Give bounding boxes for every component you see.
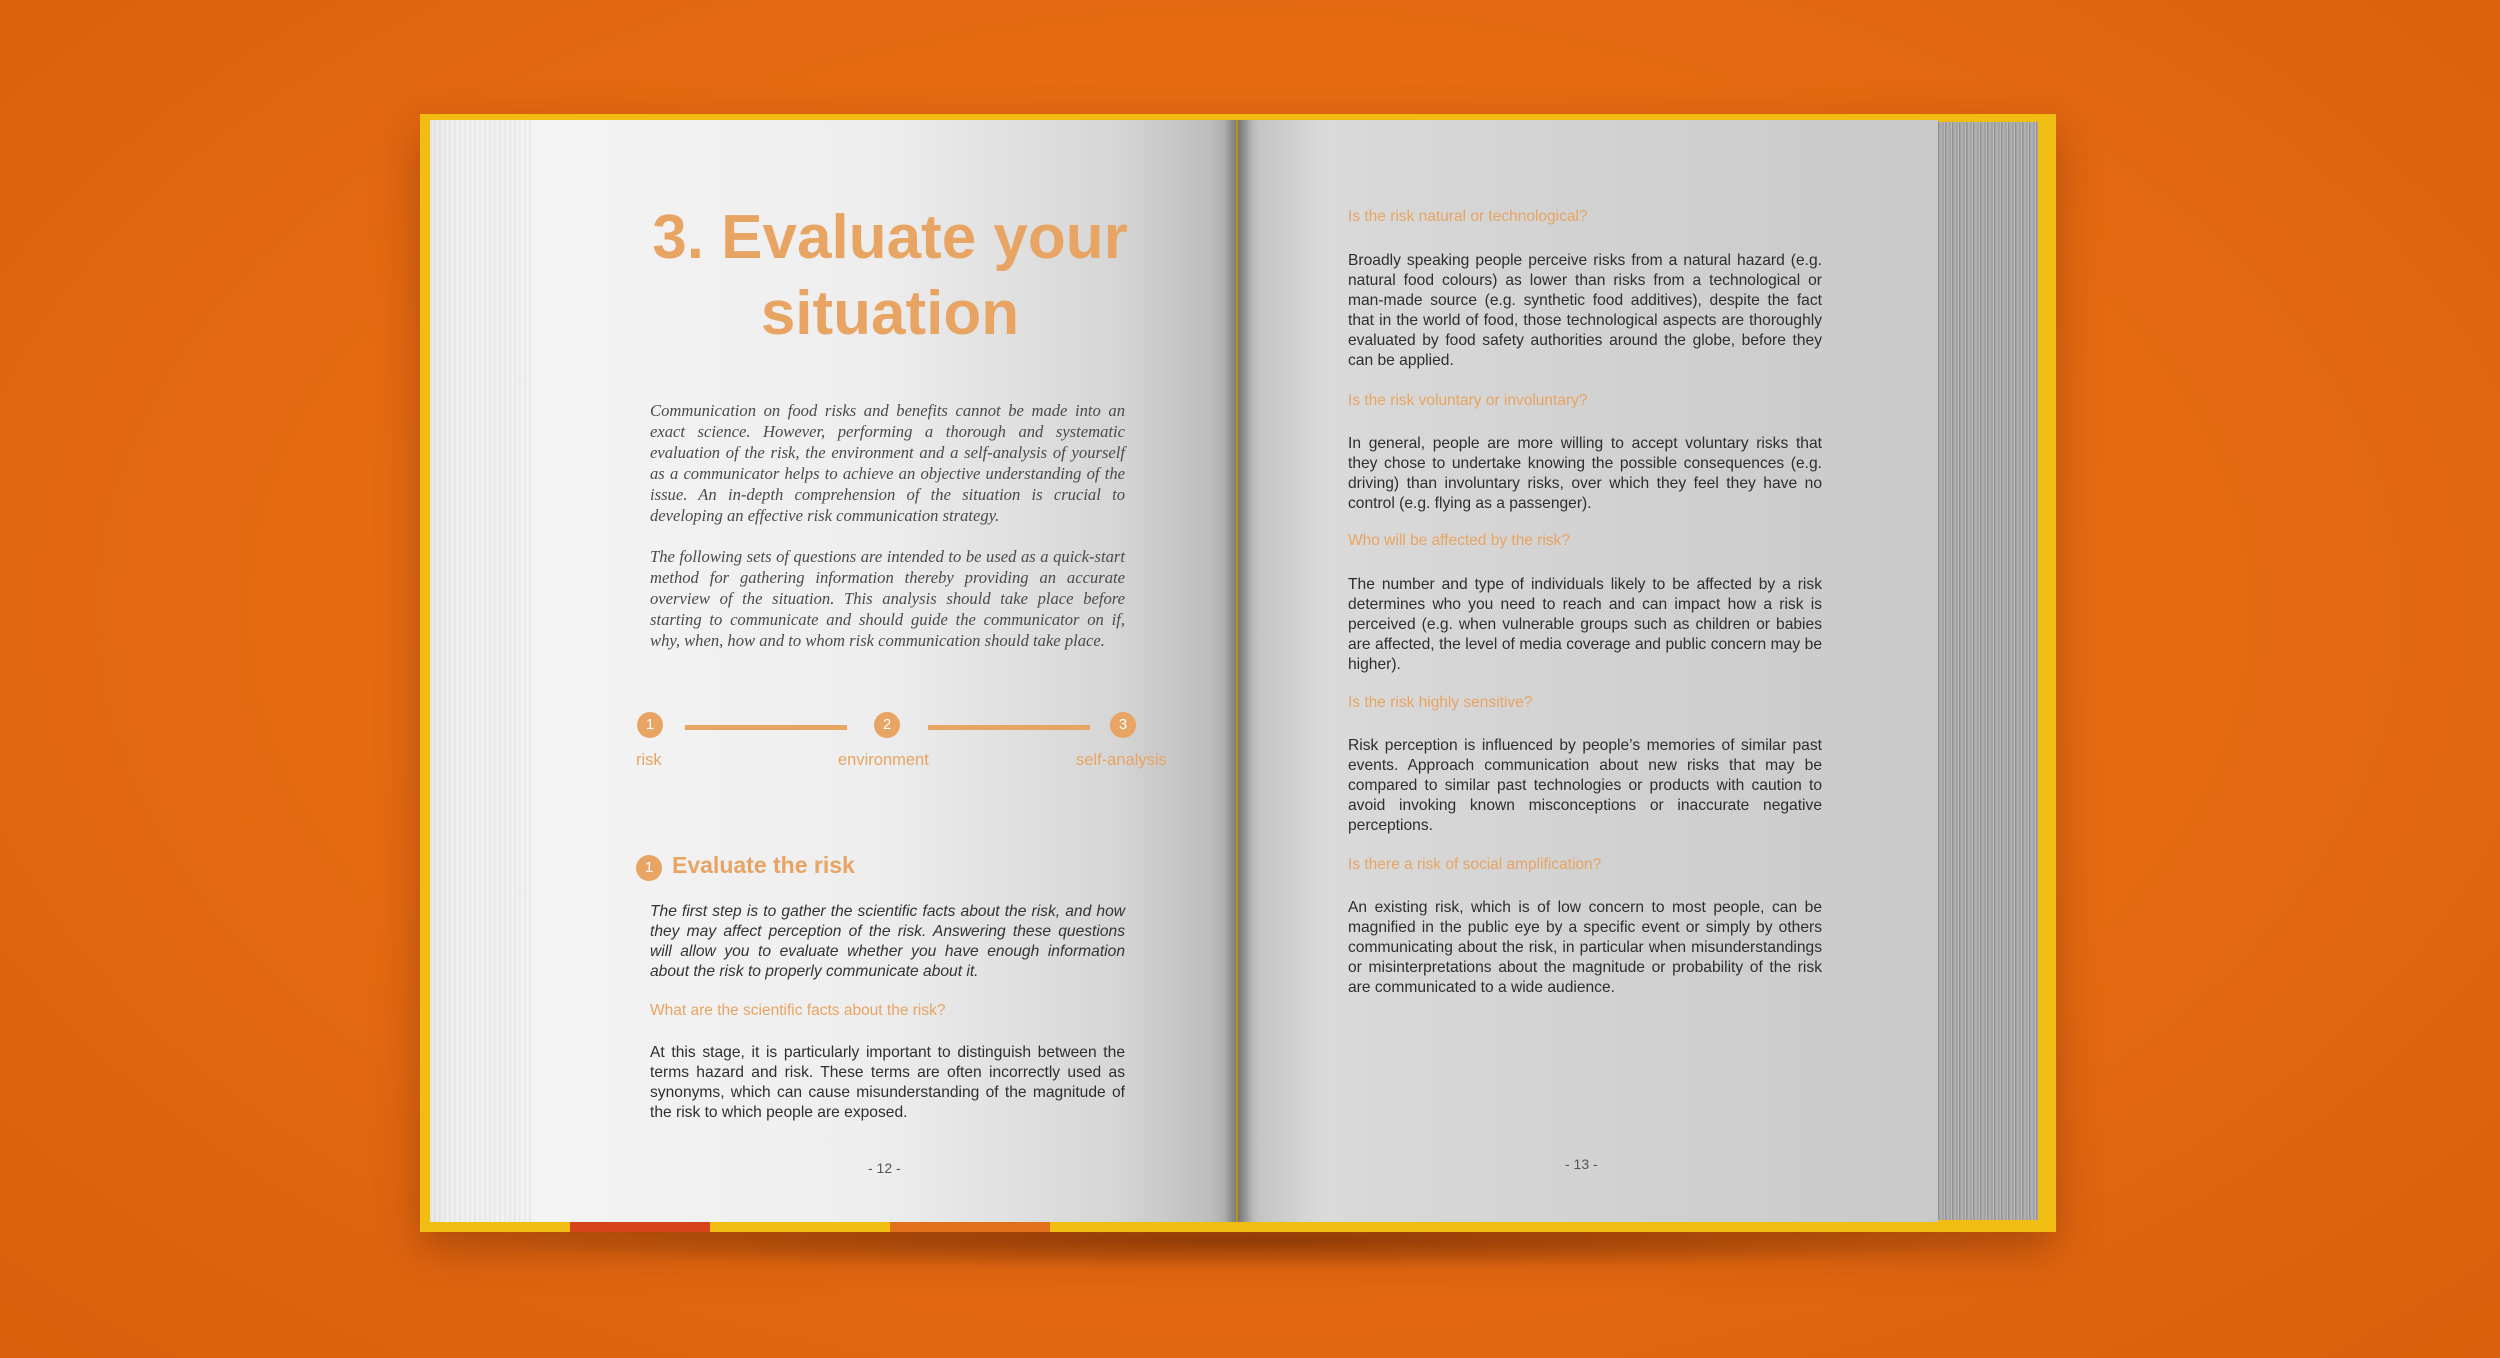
answer-natural-or-technological: Broadly speaking people perceive risks from a natural hazard (e.g. natural food colours) as lower than risks from a technological or man-made source (e.g. synthetic food additives), despite the fact that in the world of food, those technological aspects are thoroughly evaluated by food safety authorities around the globe, before they can be applied.: [1348, 252, 1822, 369]
step-circle-2: 2: [874, 712, 900, 738]
right-page-number: - 13 -: [1565, 1156, 1598, 1172]
question-scientific-facts: What are the scientific facts about the risk?: [650, 1002, 946, 1019]
step-label-environment: environment: [838, 751, 929, 769]
step-label-risk: risk: [636, 751, 662, 769]
intro-paragraph-1: Communication on food risks and benefits cannot be made into an exact science. However, performing a thorough and systematic evaluation of the risk, the environment and a self-analysis of yourself as a communicator helps to achieve an objective understanding of the issue. An in-depth comprehension of the situation is crucial to developing an effective risk communication strategy.: [650, 401, 1125, 525]
question-natural-or-technological: Is the risk natural or technological?: [1348, 208, 1588, 225]
answer-highly-sensitive: Risk perception is influenced by people’s memories of similar past events. Approach communication about new risks that may be compared to similar past technologies or products with caution to avoid invoking known misconceptions or inaccurate negative perceptions.: [1348, 737, 1822, 834]
intro-paragraph-2: The following sets of questions are intended to be used as a quick-start method for gathering information thereby providing an accurate overview of the situation. This analysis should take place before starting to communicate and should guide the communicator on if, why, when, how and to whom risk communication should take place.: [650, 547, 1125, 650]
left-page-number: - 12 -: [868, 1160, 901, 1176]
page-title: [560, 200, 1220, 352]
answer-voluntary-or-involuntary: In general, people are more willing to accept voluntary risks that they chose to undertake knowing the possible consequences (e.g. driving) than involuntary risks, over which they feel they have no control (e.g. flying as a passenger).: [1348, 435, 1822, 512]
step-circle-1: 1: [637, 712, 663, 738]
section-intro: The first step is to gather the scientific facts about the risk, and how they may affect perception of the risk. Answering these questions will allow you to evaluate whether you have enough information about the risk to properly communicate about it.: [650, 903, 1125, 980]
left-page-edges: [430, 120, 534, 1222]
step-line-1: [685, 725, 847, 730]
answer-scientific-facts: At this stage, it is particularly important to distinguish between the terms hazard and risk. These terms are often incorrectly used as synonyms, which can cause misunderstanding of the magnitude of the risk to which people are exposed.: [650, 1044, 1125, 1121]
step-line-2: [928, 725, 1090, 730]
section-title: Evaluate the risk: [672, 852, 855, 878]
question-voluntary-or-involuntary: Is the risk voluntary or involuntary?: [1348, 392, 1588, 409]
book-spine: [1224, 120, 1252, 1222]
section-number-badge: 1: [636, 855, 662, 881]
page-title-line-2: situation: [760, 279, 1020, 348]
step-label-self-analysis: self-analysis: [1076, 751, 1167, 769]
step-progress: [620, 706, 1180, 776]
question-who-affected: Who will be affected by the risk?: [1348, 532, 1570, 549]
page-stack: [1938, 122, 2038, 1220]
answer-who-affected: The number and type of individuals likely to be affected by a risk determines who you need to reach and can impact how a risk is perceived (e.g. when vulnerable groups such as children or babies are affected, the level of media coverage and public concern may be higher).: [1348, 576, 1822, 673]
page-title-line-1: 3. Evaluate your: [652, 203, 1128, 272]
question-social-amplification: Is there a risk of social amplification?: [1348, 856, 1602, 873]
question-highly-sensitive: Is the risk highly sensitive?: [1348, 694, 1533, 711]
answer-social-amplification: An existing risk, which is of low concern to most people, can be magnified in the public eye by a specific event or simply by others communicating about the risk, in particular when misunderstandings or misinterpretations about the magnitude or probability of the risk are communicated to a wide audience.: [1348, 899, 1822, 996]
step-circle-3: 3: [1110, 712, 1136, 738]
